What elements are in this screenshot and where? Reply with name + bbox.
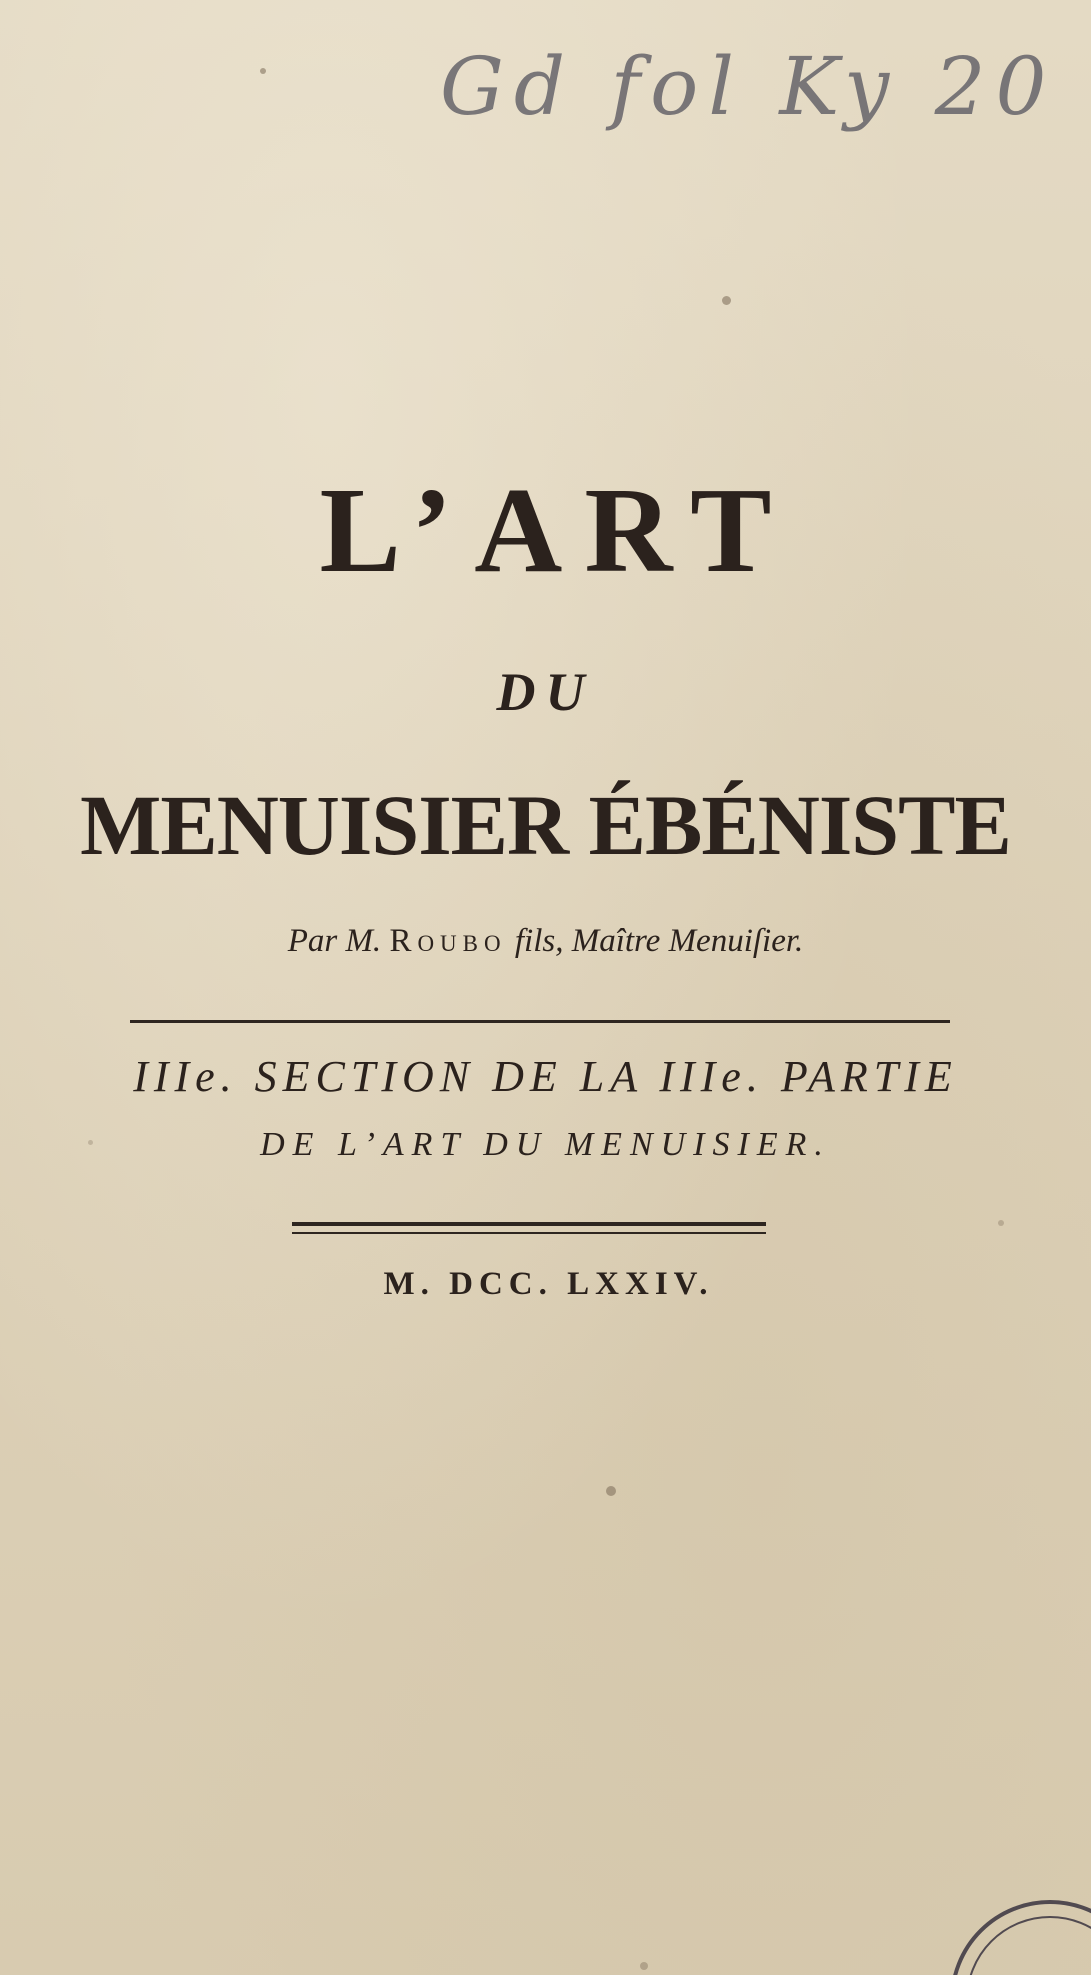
foxing-spot: [606, 1486, 616, 1496]
title-subject: MENUISIER ÉBÉNISTE: [80, 777, 1011, 873]
author-line: [0, 925, 1091, 958]
handwritten-shelfmark: Gd fol Ky 20: [440, 40, 1057, 133]
author-name: Roubo: [389, 923, 507, 959]
library-stamp: [950, 1900, 1091, 1975]
foxing-spot: [722, 296, 731, 305]
title-main: L’ART: [319, 463, 794, 598]
foxing-spot: [998, 1220, 1004, 1226]
double-rule: [292, 1222, 766, 1234]
foxing-spot: [640, 1962, 648, 1970]
library-stamp-inner-ring: [966, 1916, 1091, 1975]
foxing-spot: [260, 68, 266, 74]
publication-date: M. DCC. LXXIV.: [383, 1266, 714, 1302]
section-heading: IIIe. SECTION DE LA IIIe. PARTIE: [133, 1052, 958, 1101]
author-prefix: Par M.: [287, 923, 382, 959]
thin-rule: [130, 1020, 950, 1023]
section-subheading: DE L’ART DU MENUISIER.: [260, 1126, 831, 1163]
title-du: DU: [496, 662, 595, 722]
author-suffix: fils, Maître Menuiſier.: [514, 923, 804, 959]
